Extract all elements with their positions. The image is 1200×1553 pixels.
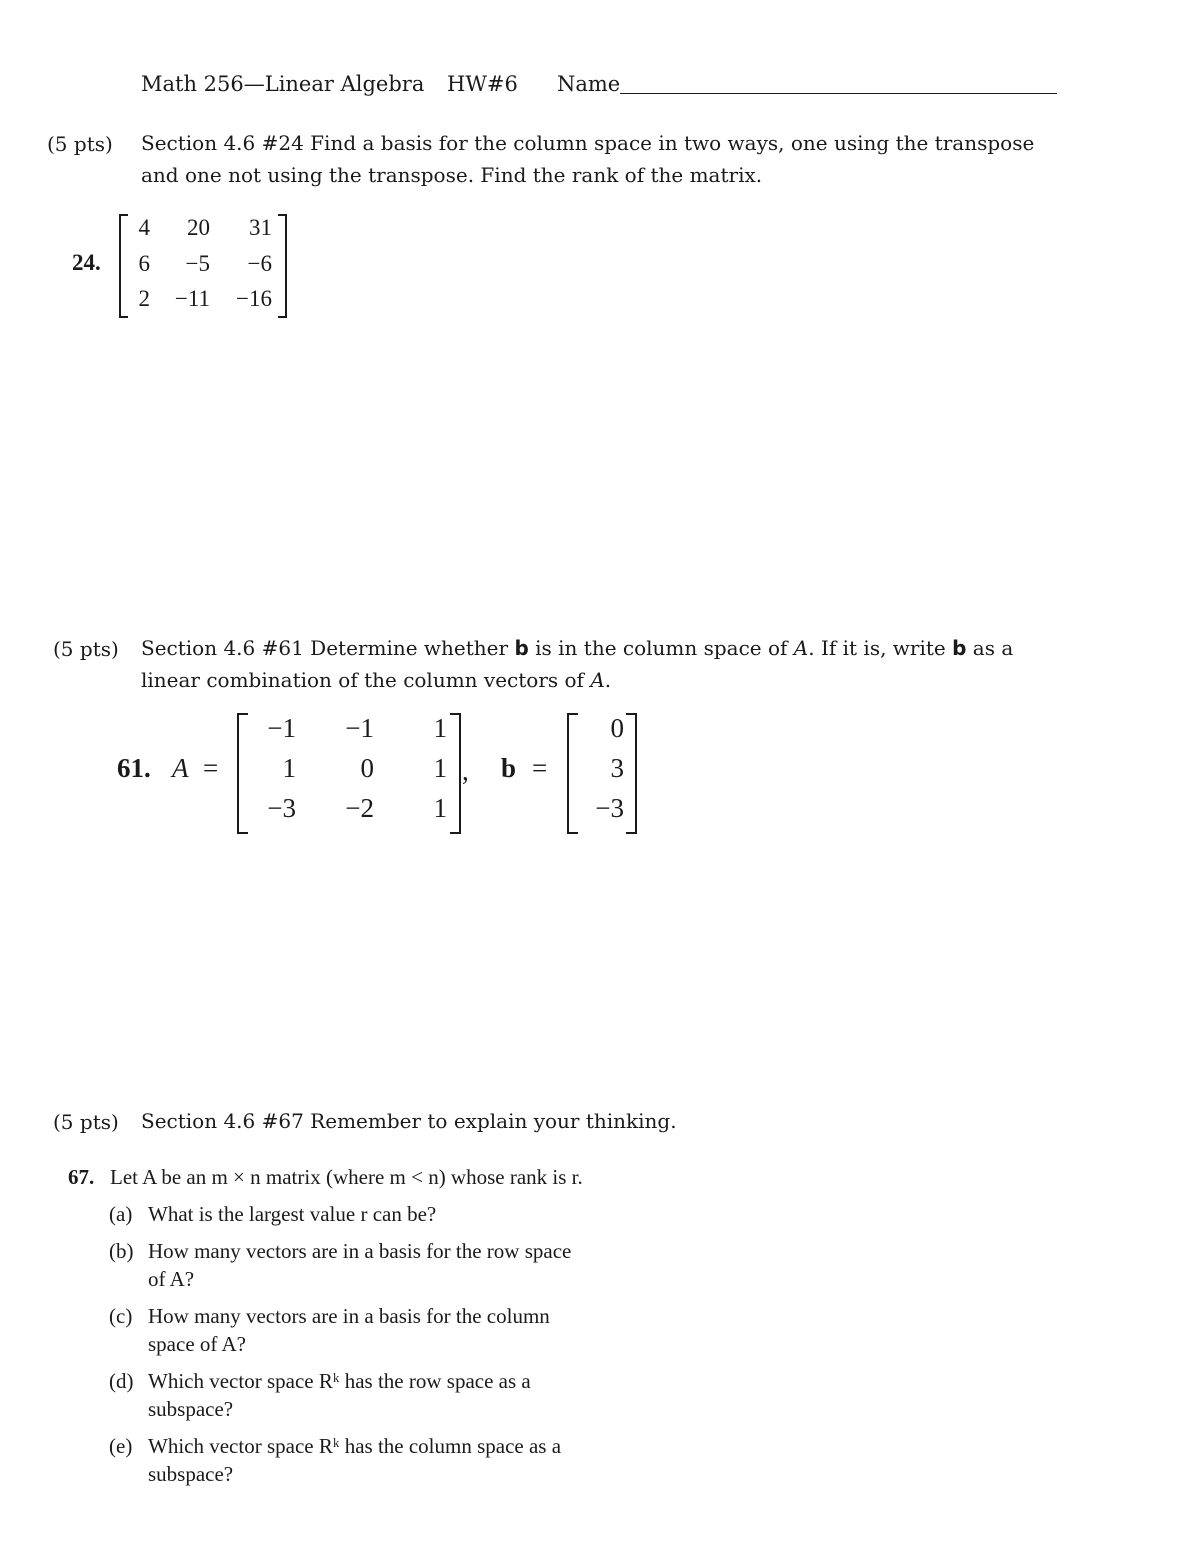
question-part-label: (c) <box>109 1304 133 1328</box>
vector-b-symbol: b <box>501 753 517 783</box>
problem61-label: 61. <box>117 753 151 783</box>
matrix-A-symbol: A <box>172 753 189 783</box>
problem1-points: (5 pts) <box>47 132 113 156</box>
homework-number: HW#6 <box>447 72 518 96</box>
vector-b-right-bracket <box>626 713 637 834</box>
question-part-text: space of A? <box>148 1332 246 1356</box>
problem2-points: (5 pts) <box>53 637 119 661</box>
matrix24-cell: 6 <box>138 251 150 276</box>
problem1-text-line2: and one not using the transpose. Find the rank of the matrix. <box>141 163 763 187</box>
vector-b-cell: −3 <box>595 793 624 823</box>
equals-sign-b: = <box>532 753 548 783</box>
question-part-label: (b) <box>109 1239 134 1263</box>
matrix24-cell: 4 <box>138 215 150 240</box>
matrixA-cell: −2 <box>345 793 374 823</box>
problem67-number: 67. <box>68 1165 95 1189</box>
matrix24-cell: −5 <box>185 251 210 276</box>
matrixA-cell: 1 <box>433 793 447 823</box>
matrix24-cell: 31 <box>249 215 272 240</box>
problem67-intro: Let A be an m × n matrix (where m < n) whose rank is r. <box>110 1165 583 1189</box>
matrix24-left-bracket <box>119 214 128 318</box>
matrix24-cell: 20 <box>187 215 210 240</box>
matrixA-cell: 1 <box>433 713 447 743</box>
matrix24-cell: −6 <box>247 251 272 276</box>
matrixA-cell: −1 <box>267 713 296 743</box>
matrix24-cell: 2 <box>138 286 150 311</box>
matrixA-cell: 0 <box>360 753 374 783</box>
question-part-text: of A? <box>148 1267 195 1291</box>
matrix24-right-bracket <box>278 214 287 318</box>
matrixA-cell: −1 <box>345 713 374 743</box>
question-part-text: How many vectors are in a basis for the column <box>148 1304 550 1328</box>
equals-sign-A: = <box>203 753 219 783</box>
matrixA-right-bracket <box>450 713 461 834</box>
question-part-text: How many vectors are in a basis for the row space <box>148 1239 572 1263</box>
name-label: Name <box>557 72 621 96</box>
name-blank-line[interactable] <box>620 93 1057 94</box>
question-part-text: subspace? <box>148 1462 234 1486</box>
vector-b-cell: 3 <box>610 753 624 783</box>
vector-b-left-bracket <box>567 713 578 834</box>
vector-b-cell: 0 <box>610 713 624 743</box>
matrixA-cell: 1 <box>433 753 447 783</box>
course-title: Math 256—Linear Algebra <box>141 72 425 96</box>
vector-b-bold: b <box>514 636 529 660</box>
question-part-label: (a) <box>109 1202 133 1226</box>
matrixA-left-bracket <box>237 713 248 834</box>
question-part-text: What is the largest value r can be? <box>148 1202 437 1226</box>
problem24-label: 24. <box>72 250 101 275</box>
matrix24-cell: −16 <box>236 286 272 311</box>
problem1-text-line1: Section 4.6 #24 Find a basis for the column space in two ways, one using the transpose <box>141 131 1035 155</box>
matrix24-cell: −11 <box>174 286 210 311</box>
problem3-points: (5 pts) <box>53 1110 119 1134</box>
question-part-label: (d) <box>109 1369 134 1393</box>
question-part-text: subspace? <box>148 1397 234 1421</box>
question-part-label: (e) <box>109 1434 133 1458</box>
problem2-text-line2: linear combination of the column vectors of A. <box>141 668 612 692</box>
problem3-text-line1: Section 4.6 #67 Remember to explain your thinking. <box>141 1109 677 1133</box>
question-part-text: Which vector space Rᵏ has the row space as a <box>148 1369 531 1393</box>
question-part-text: Which vector space Rᵏ has the column space as a <box>148 1434 562 1458</box>
matrixA-cell: −3 <box>267 793 296 823</box>
comma: , <box>462 756 469 786</box>
problem2-text-line1: Section 4.6 #61 Determine whether b is in the column space of A. If it is, write b as a <box>141 636 1014 660</box>
matrixA-cell: 1 <box>282 753 296 783</box>
